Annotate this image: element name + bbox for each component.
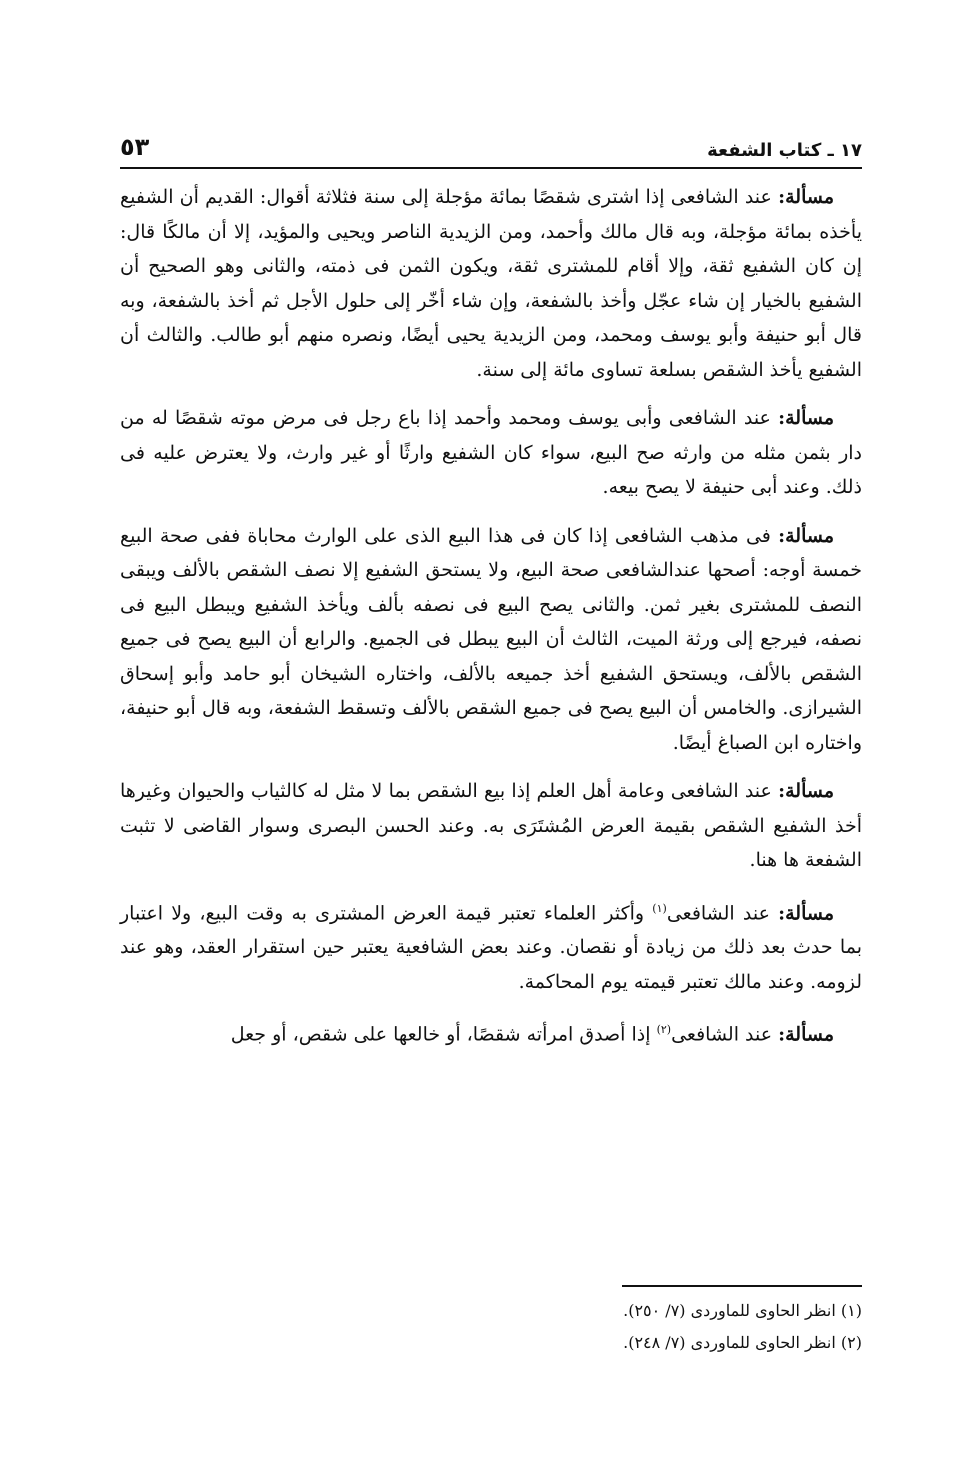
paragraph [120,892,862,1000]
paragraph-text: عند الشافعى [666,901,779,924]
issue-label: مسألة: [778,524,834,547]
footnote-divider [622,1285,862,1287]
page-number: ٥٣ [120,133,150,161]
issue-label: مسألة: [778,186,834,208]
paragraph [120,401,862,505]
paragraph-text: عند الشافعى وأبى يوسف ومحمد وأحمد إذا باع رجل فى مرض موته شقصًا له من دار بثمن مثله من وارثه صح البيع، سواء كان الشفيع وارثًا أو غير وارث، ولا يعترض عليه فى ذلك. وعند أبى حنيفة لا يصح بيعه. [120,407,862,498]
paragraph-text: عند الشافعى إذا اشترى شقصًا بمائة مؤجلة إلى سنة فثلاثة أقوال: القديم أن الشفيع يأخذه بمائة مؤجلة، وبه قال مالك وأحمد، ومن الزيدية الناصر ويحيى والمؤيد، إلا أن مالكًا قال: إن كان الشفيع ثقة، وإلا أقام للمشترى ثقة، ويكون الثمن فى ذمته، والثانى وهو الصحيح أن الشفيع بالخيار إن شاء عجّل وأخذ بالشفعة، وإن شاء أخّر إلى حلول الأجل ثم أخذ بالشفعة، وبه قال أبو حنيفة وأبو يوسف ومحمد، ومن الزيدية يحيى أيضًا، ونصره منهم أبو طالب. والثالث أن الشفيع يأخذ الشقص بسلعة تساوى مائة إلى سنة. [120,186,862,381]
issue-label: مسألة: [778,1023,834,1046]
issue-label: مسألة: [778,407,834,429]
footnotes [120,1285,862,1359]
paragraph-text: إذا أصدق امرأته شقصًا، أو خالعها على شقص، أو جعل [230,1023,657,1046]
issue-label: مسألة: [778,901,835,924]
paragraph-text: فى مذهب الشافعى إذا كان فى هذا البيع الذى على الوارث محاباة ففى صحة البيع خمسة أوجه: أصحها عندالشافعى صحة البيع، ولا يستحق الشفيع إلا نصف الشقص بالألف ويبقى النصف للمشترى بغير ثمن. والثانى يصح البيع فى نصفه بألف ويأخذ الشفيع ويبطل البيع فى نصفه، فيرجع إلى ورثة الميت، الثالث أن البيع يبطل فى الجميع. والرابع أن البيع يصح فى جميع الشقص بالألف، ويستحق الشفيع أخذ جميعه بالألف، واختاره الشيخان أبو حامد وأبو إسحاق الشيرازى. والخامس أن البيع يصح فى جميع الشقص بالألف وتسقط الشفعة، وبه قال أبو حنيفة، واختاره ابن الصباغ أيضًا. [120,524,863,754]
paragraph [120,1013,862,1052]
page-header [120,125,862,169]
footnote: (١) انظر الحاوى للماوردى (٧/ ٢٥٠). [623,1301,862,1320]
footnote-ref: (١) [652,901,667,915]
page-body [120,180,862,1066]
footnote-ref: (٢) [656,1023,672,1037]
footnote: (٢) انظر الحاوى للماوردى (٧/ ٢٤٨). [623,1333,862,1352]
paragraph [120,180,862,387]
paragraph [120,519,862,761]
paragraph-text: عند الشافعى وعامة أهل العلم إذا بيع الشقص بما لا مثل له كالثياب والحيوان وغيرها أخذ الشفيع الشقص بقيمة العرض المُشتَرَى به. وعند الحسن البصرى وسوار القاضى لا تثبت الشفعة ها هنا. [120,780,862,871]
paragraph-text: عند الشافعى [671,1023,779,1046]
paragraph-text: وأكثر العلماء تعتبر قيمة العرض المشترى به وقت البيع، ولا اعتبار بما حدث بعد ذلك من زيادة أو نقصان. وعند بعض الشافعية يعتبر حين استقرار العقد، وهو عند لزومه. وعند مالك تعتبر قيمته يوم المحاكمة. [120,901,862,993]
book-page [120,0,862,1482]
chapter-title: ١٧ ـ كتاب الشفعة [707,140,862,161]
issue-label: مسألة: [778,780,834,802]
paragraph [120,774,862,878]
